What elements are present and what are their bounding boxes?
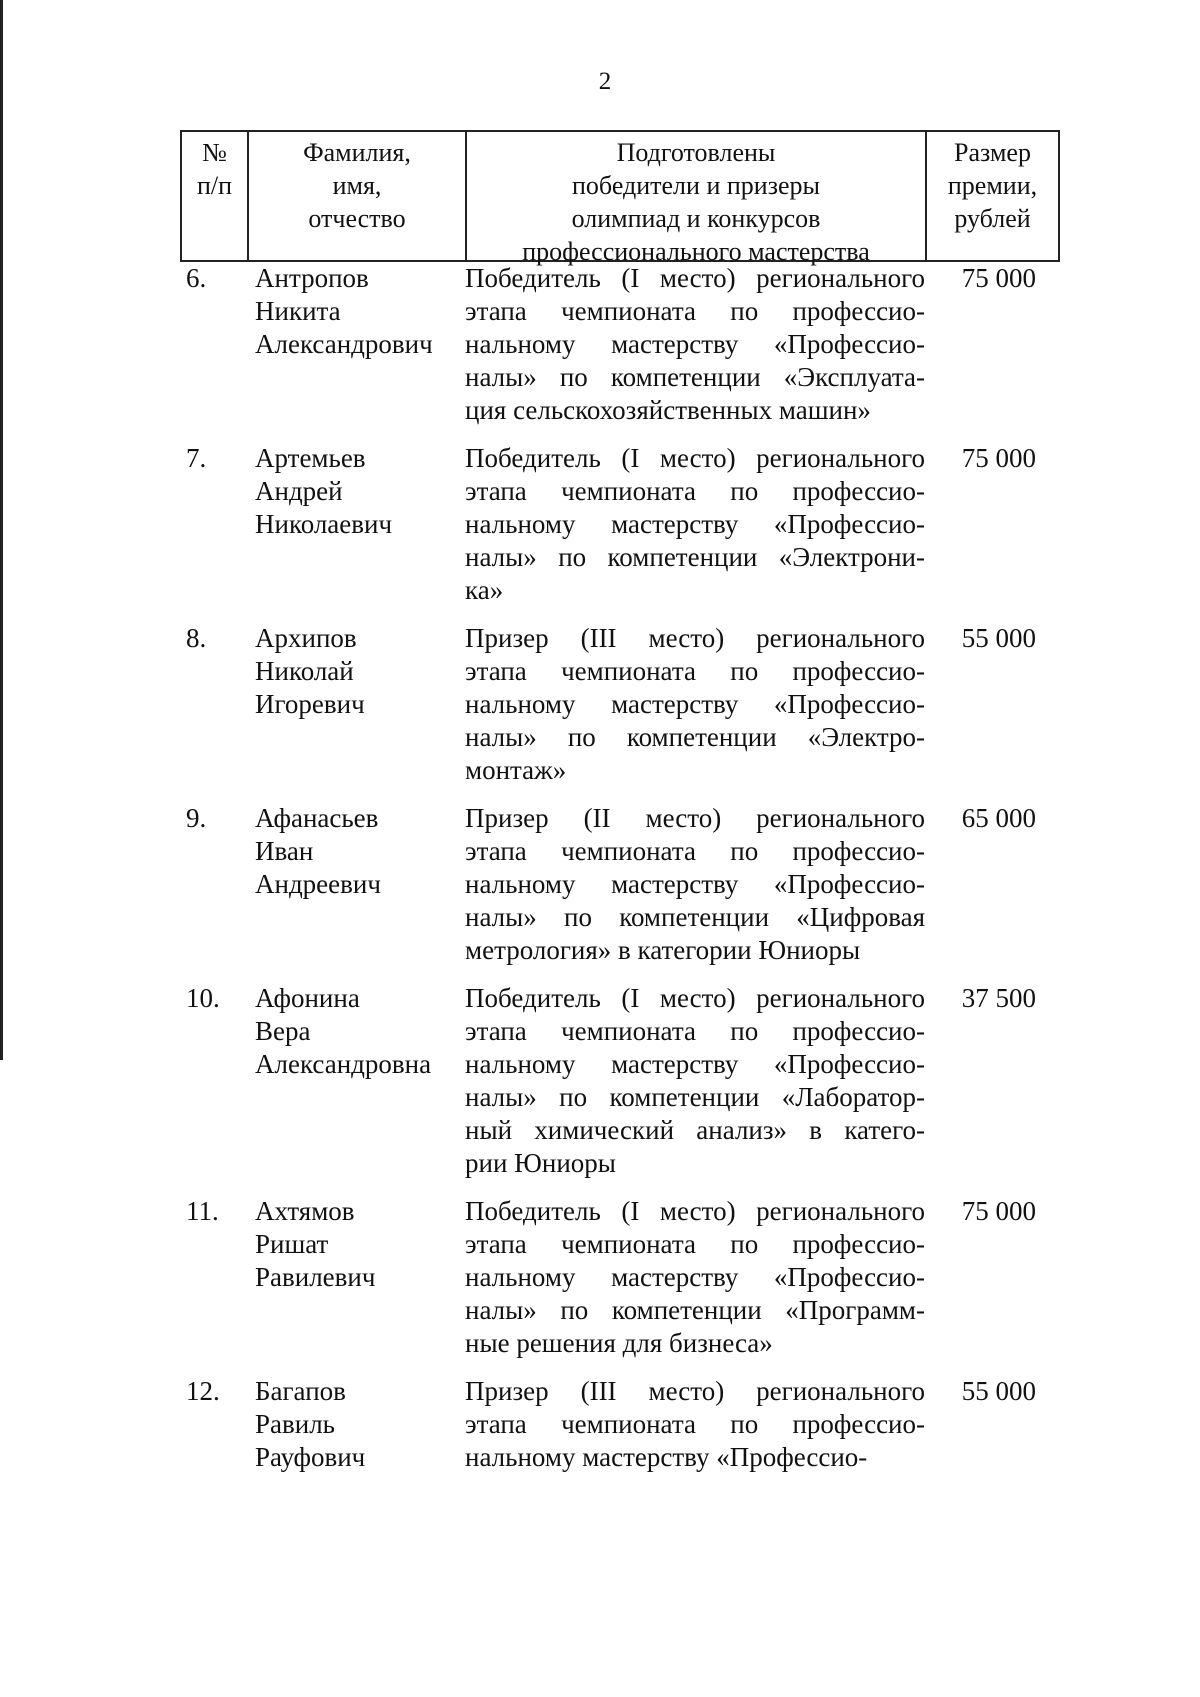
name-line: Антропов (255, 263, 369, 293)
description-line: налы» по компетенции «Электрони- (465, 542, 925, 572)
description-line: Победитель (I место) регионального (465, 983, 925, 1013)
name-line: Афанасьев (255, 803, 379, 833)
name-line: Вера (255, 1016, 311, 1046)
description-line: нальному мастерству «Профессио- (465, 1049, 925, 1079)
name-line: Иван (255, 836, 314, 866)
name-line: Андреевич (255, 869, 381, 899)
table-row (180, 622, 1060, 787)
description-line: ный химический анализ» в катего- (465, 1115, 925, 1145)
achievement-description (465, 982, 925, 1180)
description-line: нальному мастерству «Профессио- (465, 509, 925, 539)
description-line: этапа чемпионата по профессио- (465, 476, 925, 506)
name-line: Архипов (255, 623, 357, 653)
header-full-name: Фамилия, имя, отчество (249, 132, 467, 260)
name-line: Равиль (255, 1409, 335, 1439)
description-line: налы» по компетенции «Программ- (465, 1295, 925, 1325)
name-line: Александрович (255, 329, 433, 359)
table-body (180, 262, 1060, 1525)
name-line: Александровна (255, 1049, 432, 1079)
person-name (177, 1195, 465, 1360)
scan-edge-line (0, 0, 3, 1060)
header-prize-amount: Размер премии, рублей (947, 138, 1038, 233)
header-achievement: Подготовлены победители и призеры олимпиад и конкурсов профессионального мастерства (467, 132, 927, 260)
name-line: Николаевич (255, 509, 393, 539)
table-row (180, 802, 1060, 967)
name-line: Андрей (255, 476, 343, 506)
description-line: этапа чемпионата по профессио- (465, 1016, 925, 1046)
description-line: налы» по компетенции «Цифровая (465, 902, 925, 932)
name-line: Николай (255, 656, 354, 686)
description-line: Победитель (I место) регионального (465, 443, 925, 473)
description-line: нальному мастерству «Профессио- (465, 1442, 868, 1472)
description-line: Призер (III место) регионального (465, 1376, 925, 1406)
table-row (180, 1375, 1060, 1525)
prize-amount: 37 500 (961, 983, 1036, 1013)
person-name (177, 622, 465, 787)
description-line: нальному мастерству «Профессио- (465, 329, 925, 359)
table-header (180, 130, 1060, 266)
prize-amount: 55 000 (961, 623, 1036, 653)
description-line: метрология» в категории Юниоры (465, 935, 861, 965)
name-line: Артемьев (255, 443, 366, 473)
table-row (180, 982, 1060, 1180)
description-line: ные решения для бизнеса» (465, 1328, 773, 1358)
description-line: монтаж» (465, 755, 567, 785)
person-name (177, 442, 465, 607)
description-line: этапа чемпионата по профессио- (465, 1409, 925, 1439)
description-line: этапа чемпионата по профессио- (465, 296, 925, 326)
description-line: нальному мастерству «Профессио- (465, 869, 925, 899)
achievement-description (465, 262, 925, 427)
achievement-description (465, 802, 925, 967)
description-line: ка» (465, 575, 504, 605)
prize-amount: 55 000 (961, 1376, 1036, 1406)
name-line: Игоревич (255, 689, 365, 719)
description-line: Призер (III место) регионального (465, 623, 925, 653)
name-line: Афонина (255, 983, 360, 1013)
person-name (177, 262, 465, 427)
name-line: Багапов (255, 1376, 346, 1406)
achievement-description (465, 622, 925, 787)
achievement-description (465, 1195, 925, 1360)
person-name (177, 1375, 465, 1525)
description-line: ция сельскохозяйственных машин» (465, 395, 871, 425)
description-line: Призер (II место) регионального (465, 803, 925, 833)
header-number: № п/п (182, 132, 249, 260)
description-line: рии Юниоры (465, 1148, 616, 1178)
prize-amount: 75 000 (961, 263, 1036, 293)
description-line: налы» по компетенции «Лаборатор- (465, 1082, 925, 1112)
description-line: этапа чемпионата по профессио- (465, 836, 925, 866)
person-name (177, 802, 465, 967)
name-line: Ришат (255, 1229, 329, 1259)
table-row (180, 1195, 1060, 1360)
prize-amount: 75 000 (961, 443, 1036, 473)
achievement-description (465, 1375, 925, 1525)
name-line: Никита (255, 296, 341, 326)
achievement-description (465, 442, 925, 607)
row-number: 8. (186, 623, 207, 653)
table-row (180, 262, 1060, 427)
description-line: нальному мастерству «Профессио- (465, 1262, 925, 1292)
row-number: 7. (186, 443, 207, 473)
description-line: нальному мастерству «Профессио- (465, 689, 925, 719)
page-number: 2 (598, 68, 612, 95)
row-number: 12. (186, 1376, 220, 1406)
description-line: Победитель (I место) регионального (465, 263, 925, 293)
prize-amount: 65 000 (961, 803, 1036, 833)
description-line: этапа чемпионата по профессио- (465, 656, 925, 686)
description-line: налы» по компетенции «Эксплуата- (465, 362, 925, 392)
description-line: Победитель (I место) регионального (465, 1196, 925, 1226)
table-row (180, 442, 1060, 607)
description-line: налы» по компетенции «Электро- (465, 722, 925, 752)
row-number: 6. (186, 263, 207, 293)
row-number: 10. (186, 983, 220, 1013)
row-number: 11. (186, 1196, 219, 1226)
person-name (177, 982, 465, 1180)
name-line: Рауфович (255, 1442, 366, 1472)
description-line: этапа чемпионата по профессио- (465, 1229, 925, 1259)
row-number: 9. (186, 803, 207, 833)
name-line: Ахтямов (255, 1196, 355, 1226)
prize-amount: 75 000 (961, 1196, 1036, 1226)
name-line: Равилевич (255, 1262, 376, 1292)
